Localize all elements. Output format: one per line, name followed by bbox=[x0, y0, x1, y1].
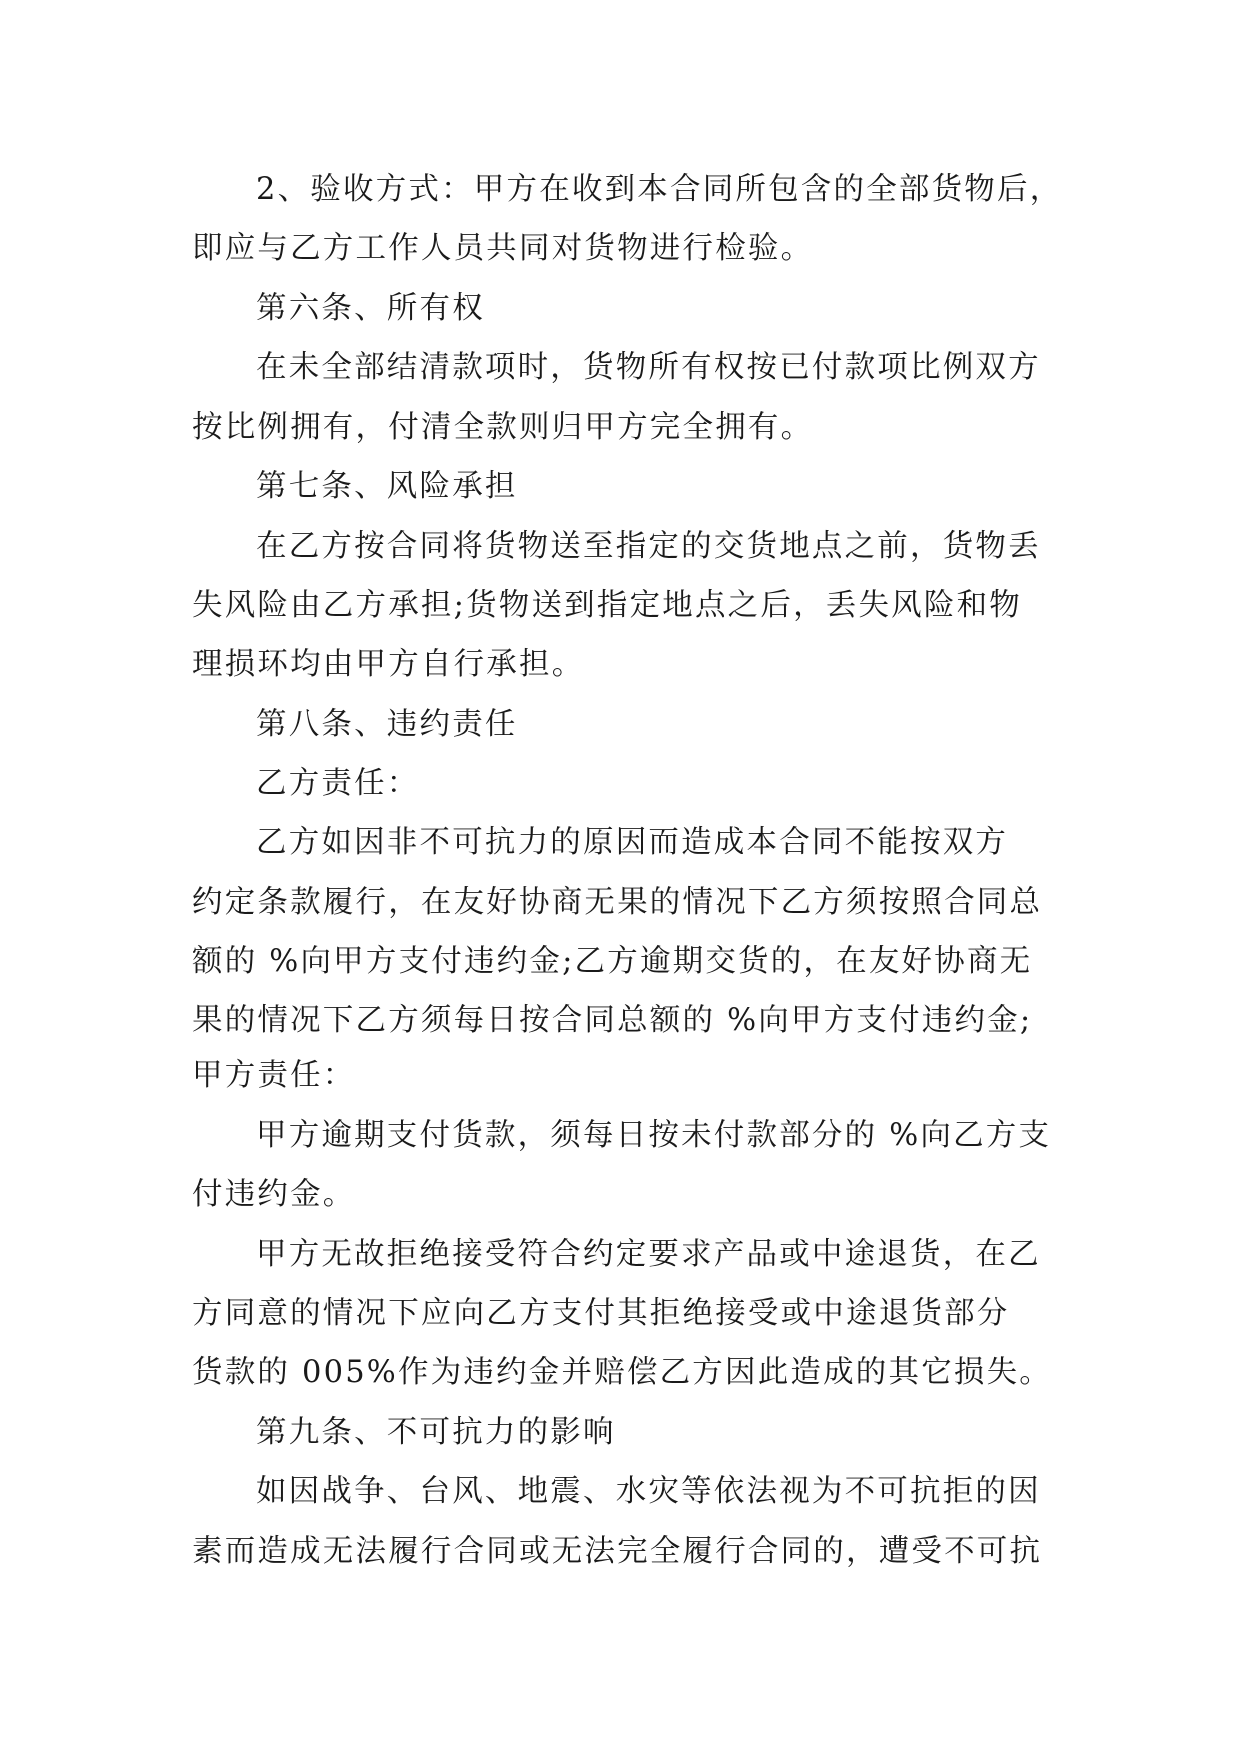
section-heading: 第六条、所有权 bbox=[256, 291, 485, 326]
paragraph-line: 货款的 005%作为违约金并赔偿乙方因此造成的其它损失。 bbox=[192, 1355, 1052, 1390]
paragraph-line: 在乙方按合同将货物送至指定的交货地点之前，货物丢 bbox=[256, 529, 1041, 564]
paragraph-line: 即应与乙方工作人员共同对货物进行检验。 bbox=[192, 231, 814, 266]
paragraph-line: 果的情况下乙方须每日按合同总额的 %向甲方支付违约金; bbox=[192, 1003, 1033, 1038]
paragraph-line: 按比例拥有，付清全款则归甲方完全拥有。 bbox=[192, 410, 814, 445]
paragraph-line: 素而造成无法履行合同或无法完全履行合同的，遭受不可抗 bbox=[192, 1534, 1043, 1569]
paragraph-line: 理损环均由甲方自行承担。 bbox=[192, 647, 585, 682]
section-heading: 第七条、风险承担 bbox=[256, 469, 518, 504]
paragraph-line: 约定条款履行，在友好协商无果的情况下乙方须按照合同总 bbox=[192, 885, 1043, 920]
paragraph-line: 2、验收方式：甲方在收到本合同所包含的全部货物后， bbox=[256, 172, 1063, 207]
paragraph-line: 方同意的情况下应向乙方支付其拒绝接受或中途退货部分 bbox=[192, 1296, 1010, 1331]
paragraph-line: 如因战争、台风、地震、水灾等依法视为不可抗拒的因 bbox=[256, 1474, 1041, 1509]
paragraph-line: 在未全部结清款项时，货物所有权按已付款项比例双方 bbox=[256, 350, 1041, 385]
paragraph-line: 甲方无故拒绝接受符合约定要求产品或中途退货，在乙 bbox=[256, 1237, 1041, 1272]
subheading: 甲方责任： bbox=[192, 1058, 356, 1093]
paragraph-line: 甲方逾期支付货款，须每日按未付款部分的 %向乙方支 bbox=[256, 1118, 1052, 1153]
paragraph-line: 额的 %向甲方支付违约金;乙方逾期交货的，在友好协商无 bbox=[192, 944, 1033, 979]
paragraph-line: 失风险由乙方承担;货物送到指定地点之后，丢失风险和物 bbox=[192, 588, 1022, 623]
subheading: 乙方责任： bbox=[256, 766, 420, 801]
paragraph-line: 乙方如因非不可抗力的原因而造成本合同不能按双方 bbox=[256, 825, 1009, 860]
section-heading: 第八条、违约责任 bbox=[256, 707, 518, 742]
paragraph-line: 付违约金。 bbox=[192, 1177, 356, 1212]
section-heading: 第九条、不可抗力的影响 bbox=[256, 1415, 616, 1450]
